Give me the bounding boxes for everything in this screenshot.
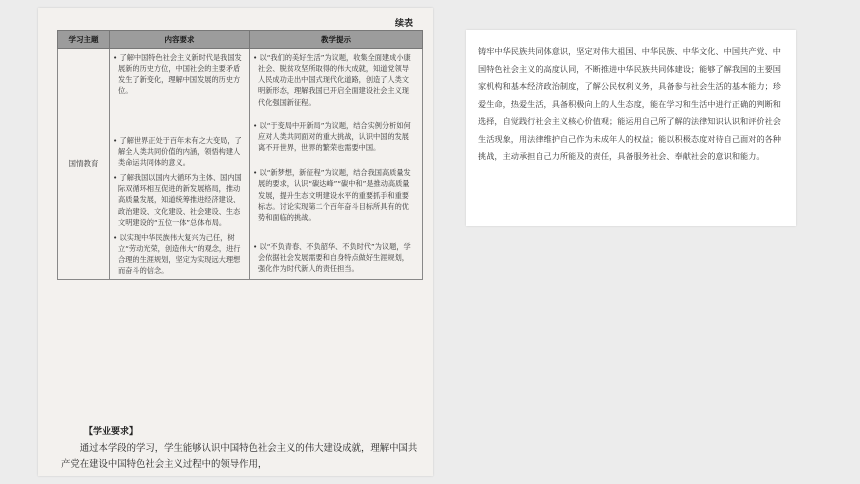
requirement-item: • 了解我国以国内大循环为主体、国内国际双循环相互促进的新发展格局，推动高质量发展，知道统筹推进经济建设、政治建设、文化建设、社会建设、生态文明建设的“五位一体”总体布局。 bbox=[113, 173, 242, 227]
requirement-item: • 了解世界正处于百年未有之大变局，了解全人类共同价值的内涵，领悟构建人类命运共同体的意义。 bbox=[113, 135, 242, 167]
table-header-row bbox=[58, 31, 423, 49]
tip-item: • 以“不负青春、不负韶华、不负时代”为议题，学会依据社会发展需要和自身特点做好生涯规划，强化作为时代新人的责任担当。 bbox=[253, 242, 411, 274]
continued-label: 续表 bbox=[394, 19, 413, 29]
requirement-item: • 了解中国特色社会主义新时代是我国发展新的历史方位，中国社会的主要矛盾发生了新变化，理解中国发展的历史方位。 bbox=[113, 53, 242, 96]
left-scanned-page bbox=[38, 8, 433, 476]
requirement-item: • 以实现中华民族伟大复兴为己任，树立“劳动光荣，创造伟大”的观念，进行合理的生涯规划，坚定为实现远大理想而奋斗的信念。 bbox=[113, 232, 241, 276]
tip-item: • 以“我们的美好生活”为议题，收集全面建成小康社会、脱贫攻坚所取得的伟大成就，知道党领导人民成功走出中国式现代化道路，创造了人类文明新形态，理解我国已开启全面建设社会主义现代化强国新征程。 bbox=[253, 53, 411, 107]
table-row bbox=[58, 49, 423, 280]
header-tips: 教学提示 bbox=[250, 31, 423, 49]
right-paragraph: 铸牢中华民族共同体意识，坚定对伟大祖国、中华民族、中华文化、中国共产党、中国特色社会主义的高度认同，不断推进中华民族共同体建设；能够了解我国的主要国家机构和基本经济政治制度，了解公民权利义务，具备参与社会生活的基本能力；珍爱生命，热爱生活，具备积极向上的人生态度，能在学习和生活中进行正确的判断和选择，自觉践行社会主义核心价值观；能运用自己所了解的法律知识认识和评价社会生活现象，用法律维护自己作为未成年人的权益；能以积极态度对待自己面对的各种挑战，主动承担自己力所能及的责任，具备服务社会、奉献社会的意识和能力。 bbox=[478, 46, 781, 162]
requirements-cell bbox=[110, 49, 250, 280]
curriculum-table bbox=[57, 30, 423, 280]
header-requirements: 内容要求 bbox=[110, 31, 250, 49]
theme-cell: 国情教育 bbox=[58, 49, 110, 280]
header-theme: 学习主题 bbox=[58, 31, 110, 49]
section-title: 【学业要求】 bbox=[84, 427, 139, 437]
tip-item: • 以“新梦想，新征程”为议题，结合我国高质量发展的要求，认识“碳达峰”“碳中和”是推动高质量发展，提升生态文明建设水平的重要抓手和重要标志。讨论实现第二个百年奋斗目标所具有的优势和面临的挑战。 bbox=[253, 168, 411, 222]
tips-cell bbox=[250, 49, 423, 280]
tip-item: • 以“于变局中开新局”为议题，结合实例分析如何应对人类共同面对的重大挑战，认识中国的发展离不开世界，世界的繁荣也需要中国。 bbox=[253, 120, 411, 153]
right-scanned-snippet bbox=[466, 30, 796, 226]
body-paragraph: 通过本学段的学习，学生能够认识中国特色社会主义的伟大建设成就，理解中国共产党在建设中国特色社会主义过程中的领导作用， bbox=[61, 443, 418, 470]
